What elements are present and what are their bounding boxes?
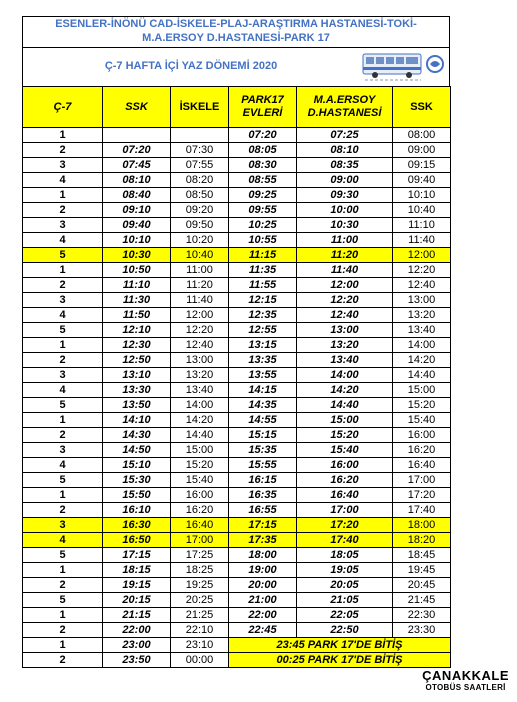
- cell-c1: 2: [23, 503, 103, 518]
- cell-mae: 22:05: [297, 608, 393, 623]
- cell-isk: 16:00: [171, 488, 229, 503]
- cell-ssk: 22:00: [103, 623, 171, 638]
- cell-mae: 12:40: [297, 308, 393, 323]
- cell-ssk: 18:15: [103, 563, 171, 578]
- table-row: [23, 188, 451, 203]
- cell-isk: 23:10: [171, 638, 229, 653]
- cell-ssk2: 17:20: [393, 488, 451, 503]
- cell-park: 12:55: [229, 323, 297, 338]
- table-row: [23, 458, 451, 473]
- cell-ssk: 10:10: [103, 233, 171, 248]
- cell-ssk: 17:15: [103, 548, 171, 563]
- cell-ssk2: 12:00: [393, 248, 451, 263]
- cell-park: 08:55: [229, 173, 297, 188]
- cell-park: 17:15: [229, 518, 297, 533]
- cell-ssk: 15:10: [103, 458, 171, 473]
- cell-ssk: 13:30: [103, 383, 171, 398]
- timetable-body: [23, 128, 451, 668]
- subtitle-row: [22, 47, 450, 86]
- cell-ssk2: 14:00: [393, 338, 451, 353]
- cell-mae: 17:00: [297, 503, 393, 518]
- cell-ssk: 11:30: [103, 293, 171, 308]
- table-row: [23, 548, 451, 563]
- cell-mae: 14:20: [297, 383, 393, 398]
- cell-park: 20:00: [229, 578, 297, 593]
- cell-c1: 4: [23, 308, 103, 323]
- cell-ssk: 09:10: [103, 203, 171, 218]
- cell-mae: 13:00: [297, 323, 393, 338]
- cell-mae: 14:00: [297, 368, 393, 383]
- cell-c1: 3: [23, 218, 103, 233]
- cell-ssk2: 13:00: [393, 293, 451, 308]
- cell-park: 14:55: [229, 413, 297, 428]
- cell-isk: 15:20: [171, 458, 229, 473]
- cell-isk: 07:55: [171, 158, 229, 173]
- cell-ssk: 14:10: [103, 413, 171, 428]
- table-row-end: [23, 653, 451, 668]
- cell-park: 09:55: [229, 203, 297, 218]
- cell-ssk: 11:50: [103, 308, 171, 323]
- table-row: [23, 263, 451, 278]
- table-row: [23, 533, 451, 548]
- cell-isk: 14:40: [171, 428, 229, 443]
- table-row: [23, 443, 451, 458]
- cell-park: 13:15: [229, 338, 297, 353]
- cell-mae: 18:05: [297, 548, 393, 563]
- table-row: [23, 338, 451, 353]
- cell-park: 12:35: [229, 308, 297, 323]
- cell-mae: 17:40: [297, 533, 393, 548]
- cell-park: 15:35: [229, 443, 297, 458]
- table-row: [23, 623, 451, 638]
- cell-isk: 17:00: [171, 533, 229, 548]
- cell-mae: 16:40: [297, 488, 393, 503]
- table-row: [23, 293, 451, 308]
- cell-c1: 5: [23, 248, 103, 263]
- cell-park: 16:35: [229, 488, 297, 503]
- cell-isk: 12:40: [171, 338, 229, 353]
- cell-mae: 12:20: [297, 293, 393, 308]
- cell-c1: 5: [23, 398, 103, 413]
- cell-ssk: 08:10: [103, 173, 171, 188]
- cell-isk: 09:20: [171, 203, 229, 218]
- cell-ssk: 11:10: [103, 278, 171, 293]
- cell-park: 08:05: [229, 143, 297, 158]
- cell-ssk2: 13:20: [393, 308, 451, 323]
- cell-mae: 17:20: [297, 518, 393, 533]
- route-title-line1: ESENLER-İNÖNÜ CAD-İSKELE-PLAJ-ARAŞTIRMA HASTANESİ-TOKİ-: [55, 18, 417, 30]
- cell-ssk2: 17:00: [393, 473, 451, 488]
- cell-c1: 1: [23, 563, 103, 578]
- cell-park: 17:35: [229, 533, 297, 548]
- table-row: [23, 143, 451, 158]
- cell-mae: 13:20: [297, 338, 393, 353]
- cell-isk: 16:20: [171, 503, 229, 518]
- cell-ssk2: 22:30: [393, 608, 451, 623]
- route-title: [22, 16, 450, 47]
- cell-isk: 07:30: [171, 143, 229, 158]
- cell-mae: 10:00: [297, 203, 393, 218]
- cell-park: 14:15: [229, 383, 297, 398]
- cell-isk: 16:40: [171, 518, 229, 533]
- cell-isk: 11:40: [171, 293, 229, 308]
- brand-logo: [422, 668, 509, 692]
- cell-ssk: 09:40: [103, 218, 171, 233]
- cell-ssk: 21:15: [103, 608, 171, 623]
- cell-park: 12:15: [229, 293, 297, 308]
- cell-c1: 2: [23, 653, 103, 668]
- cell-ssk: 07:45: [103, 158, 171, 173]
- cell-park: 16:15: [229, 473, 297, 488]
- cell-isk: 10:20: [171, 233, 229, 248]
- cell-isk: 12:00: [171, 308, 229, 323]
- cell-c1: 4: [23, 233, 103, 248]
- cell-c1: 1: [23, 608, 103, 623]
- brand-name: ÇANAKKALE: [422, 668, 509, 683]
- header-c7: Ç-7: [23, 87, 103, 128]
- table-row: [23, 158, 451, 173]
- cell-c1: 1: [23, 638, 103, 653]
- cell-ssk2: 11:10: [393, 218, 451, 233]
- cell-ssk: 19:15: [103, 578, 171, 593]
- table-row: [23, 578, 451, 593]
- cell-park: 13:55: [229, 368, 297, 383]
- cell-mae: 11:00: [297, 233, 393, 248]
- cell-ssk: 23:50: [103, 653, 171, 668]
- cell-ssk: 16:10: [103, 503, 171, 518]
- header-iskele: İSKELE: [171, 87, 229, 128]
- cell-isk: 13:40: [171, 383, 229, 398]
- cell-c1: 1: [23, 413, 103, 428]
- cell-isk: 13:00: [171, 353, 229, 368]
- cell-park: 19:00: [229, 563, 297, 578]
- cell-c1: 5: [23, 593, 103, 608]
- cell-c1: 5: [23, 323, 103, 338]
- cell-isk: 19:25: [171, 578, 229, 593]
- cell-mae: 09:00: [297, 173, 393, 188]
- cell-ssk2: 21:45: [393, 593, 451, 608]
- cell-park: 11:15: [229, 248, 297, 263]
- cell-mae: 14:40: [297, 398, 393, 413]
- cell-ssk2: 18:45: [393, 548, 451, 563]
- cell-mae: 16:20: [297, 473, 393, 488]
- cell-ssk2: 18:20: [393, 533, 451, 548]
- cell-ssk: 10:30: [103, 248, 171, 263]
- cell-park: 14:35: [229, 398, 297, 413]
- cell-ssk: 13:10: [103, 368, 171, 383]
- timetable-sheet: [22, 16, 450, 668]
- cell-isk: 08:50: [171, 188, 229, 203]
- cell-isk: 21:25: [171, 608, 229, 623]
- cell-c1: 2: [23, 428, 103, 443]
- cell-mae: 21:05: [297, 593, 393, 608]
- cell-isk: 14:00: [171, 398, 229, 413]
- table-row: [23, 428, 451, 443]
- cell-ssk: 07:20: [103, 143, 171, 158]
- cell-ssk2: 13:40: [393, 323, 451, 338]
- cell-park: 10:25: [229, 218, 297, 233]
- cell-isk: 15:40: [171, 473, 229, 488]
- cell-mae: 11:40: [297, 263, 393, 278]
- brand-tagline: OTOBÜS SAATLERİ: [425, 683, 506, 692]
- cell-park: 11:55: [229, 278, 297, 293]
- cell-ssk2: 15:00: [393, 383, 451, 398]
- cell-ssk2: 09:15: [393, 158, 451, 173]
- cell-isk: 08:20: [171, 173, 229, 188]
- cell-end-note: 23:45 PARK 17'DE BİTİŞ: [229, 638, 451, 653]
- cell-park: 09:25: [229, 188, 297, 203]
- cell-mae: 08:10: [297, 143, 393, 158]
- cell-c1: 4: [23, 458, 103, 473]
- header-row: [23, 87, 451, 128]
- cell-mae: 15:00: [297, 413, 393, 428]
- table-row: [23, 248, 451, 263]
- cell-park: 18:00: [229, 548, 297, 563]
- cell-park: 13:35: [229, 353, 297, 368]
- cell-ssk2: 23:30: [393, 623, 451, 638]
- cell-ssk2: 11:40: [393, 233, 451, 248]
- cell-ssk2: 16:00: [393, 428, 451, 443]
- cell-c1: 4: [23, 533, 103, 548]
- cell-mae: 08:35: [297, 158, 393, 173]
- cell-ssk2: 20:45: [393, 578, 451, 593]
- cell-park: 22:45: [229, 623, 297, 638]
- cell-c1: 2: [23, 143, 103, 158]
- cell-c1: 3: [23, 443, 103, 458]
- table-row: [23, 368, 451, 383]
- cell-mae: 19:05: [297, 563, 393, 578]
- cell-mae: 10:30: [297, 218, 393, 233]
- cell-ssk2: 19:45: [393, 563, 451, 578]
- cell-ssk2: 14:40: [393, 368, 451, 383]
- table-row: [23, 593, 451, 608]
- route-title-line2: M.A.ERSOY D.HASTANESİ-PARK 17: [142, 32, 330, 44]
- cell-isk: 20:25: [171, 593, 229, 608]
- bus-icon: [361, 50, 445, 84]
- table-row: [23, 608, 451, 623]
- cell-park: 10:55: [229, 233, 297, 248]
- cell-ssk2: 18:00: [393, 518, 451, 533]
- cell-isk: 15:00: [171, 443, 229, 458]
- table-row: [23, 518, 451, 533]
- cell-mae: 13:40: [297, 353, 393, 368]
- cell-ssk: 13:50: [103, 398, 171, 413]
- cell-isk: 12:20: [171, 323, 229, 338]
- cell-c1: 3: [23, 158, 103, 173]
- table-row: [23, 173, 451, 188]
- cell-ssk2: 16:40: [393, 458, 451, 473]
- cell-isk: 11:20: [171, 278, 229, 293]
- cell-ssk: 14:30: [103, 428, 171, 443]
- header-ssk-return: SSK: [393, 87, 451, 128]
- cell-c1: 5: [23, 548, 103, 563]
- cell-isk: [171, 128, 229, 143]
- table-row-end: [23, 638, 451, 653]
- cell-ssk: 12:30: [103, 338, 171, 353]
- cell-isk: 14:20: [171, 413, 229, 428]
- cell-c1: 2: [23, 353, 103, 368]
- cell-isk: 11:00: [171, 263, 229, 278]
- table-row: [23, 218, 451, 233]
- cell-isk: 22:10: [171, 623, 229, 638]
- cell-c1: 3: [23, 293, 103, 308]
- cell-ssk2: 14:20: [393, 353, 451, 368]
- cell-park: 22:00: [229, 608, 297, 623]
- cell-ssk: [103, 128, 171, 143]
- cell-c1: 1: [23, 128, 103, 143]
- cell-c1: 2: [23, 578, 103, 593]
- table-row: [23, 278, 451, 293]
- cell-c1: 3: [23, 368, 103, 383]
- cell-ssk2: 09:40: [393, 173, 451, 188]
- cell-ssk: 12:10: [103, 323, 171, 338]
- cell-c1: 3: [23, 518, 103, 533]
- header-ssk: SSK: [103, 87, 171, 128]
- table-row: [23, 488, 451, 503]
- cell-c1: 1: [23, 188, 103, 203]
- cell-ssk2: 15:40: [393, 413, 451, 428]
- table-row: [23, 308, 451, 323]
- cell-ssk: 16:30: [103, 518, 171, 533]
- cell-ssk: 16:50: [103, 533, 171, 548]
- cell-mae: 22:50: [297, 623, 393, 638]
- table-row: [23, 203, 451, 218]
- cell-c1: 2: [23, 278, 103, 293]
- header-maersoy: M.A.ERSOY D.HASTANESİ: [297, 87, 393, 128]
- cell-isk: 17:25: [171, 548, 229, 563]
- table-row: [23, 563, 451, 578]
- cell-mae: 20:05: [297, 578, 393, 593]
- table-row: [23, 233, 451, 248]
- cell-ssk2: 10:10: [393, 188, 451, 203]
- table-row: [23, 503, 451, 518]
- cell-c1: 1: [23, 488, 103, 503]
- cell-ssk2: 12:20: [393, 263, 451, 278]
- cell-mae: 12:00: [297, 278, 393, 293]
- cell-end-note: 00:25 PARK 17'DE BİTİŞ: [229, 653, 451, 668]
- table-row: [23, 323, 451, 338]
- table-row: [23, 383, 451, 398]
- cell-park: 08:30: [229, 158, 297, 173]
- header-park17: PARK17 EVLERİ: [229, 87, 297, 128]
- cell-c1: 2: [23, 203, 103, 218]
- cell-ssk2: 12:40: [393, 278, 451, 293]
- cell-c1: 2: [23, 623, 103, 638]
- cell-isk: 10:40: [171, 248, 229, 263]
- cell-park: 15:15: [229, 428, 297, 443]
- cell-park: 11:35: [229, 263, 297, 278]
- cell-park: 16:55: [229, 503, 297, 518]
- cell-ssk2: 16:20: [393, 443, 451, 458]
- cell-c1: 5: [23, 473, 103, 488]
- cell-ssk2: 17:40: [393, 503, 451, 518]
- table-row: [23, 473, 451, 488]
- cell-mae: 15:20: [297, 428, 393, 443]
- cell-mae: 07:25: [297, 128, 393, 143]
- cell-mae: 09:30: [297, 188, 393, 203]
- cell-ssk: 15:30: [103, 473, 171, 488]
- cell-ssk: 14:50: [103, 443, 171, 458]
- cell-park: 07:20: [229, 128, 297, 143]
- cell-ssk: 12:50: [103, 353, 171, 368]
- cell-mae: 16:00: [297, 458, 393, 473]
- cell-c1: 1: [23, 263, 103, 278]
- cell-c1: 4: [23, 383, 103, 398]
- cell-mae: 15:40: [297, 443, 393, 458]
- cell-ssk2: 08:00: [393, 128, 451, 143]
- cell-isk: 18:25: [171, 563, 229, 578]
- cell-c1: 1: [23, 338, 103, 353]
- cell-ssk2: 09:00: [393, 143, 451, 158]
- cell-isk: 09:50: [171, 218, 229, 233]
- cell-ssk: 08:40: [103, 188, 171, 203]
- table-row: [23, 128, 451, 143]
- cell-c1: 4: [23, 173, 103, 188]
- table-row: [23, 353, 451, 368]
- table-row: [23, 398, 451, 413]
- cell-park: 15:55: [229, 458, 297, 473]
- schedule-subtitle: Ç-7 HAFTA İÇİ YAZ DÖNEMİ 2020: [104, 60, 278, 72]
- timetable: [22, 86, 451, 668]
- cell-ssk: 20:15: [103, 593, 171, 608]
- cell-mae: 11:20: [297, 248, 393, 263]
- cell-ssk: 23:00: [103, 638, 171, 653]
- cell-ssk: 10:50: [103, 263, 171, 278]
- cell-ssk2: 15:20: [393, 398, 451, 413]
- table-row: [23, 413, 451, 428]
- cell-ssk2: 10:40: [393, 203, 451, 218]
- cell-park: 21:00: [229, 593, 297, 608]
- cell-ssk: 15:50: [103, 488, 171, 503]
- cell-isk: 13:20: [171, 368, 229, 383]
- cell-isk: 00:00: [171, 653, 229, 668]
